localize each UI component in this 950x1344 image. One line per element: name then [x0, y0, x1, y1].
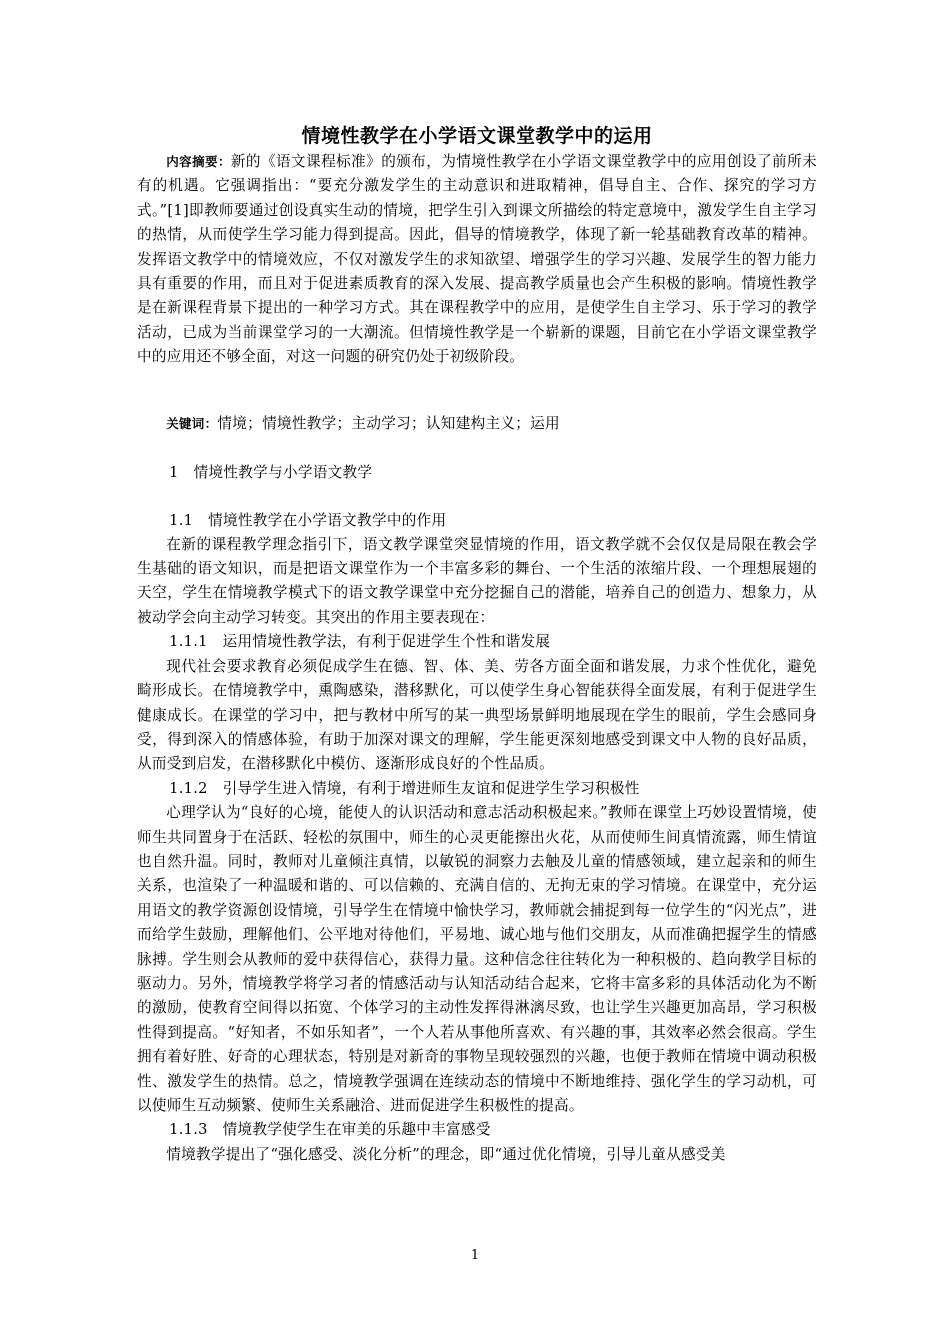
abstract-label: 内容摘要： [166, 154, 231, 169]
section-1-1-1-paragraph: 现代社会要求教育必须促成学生在德、智、体、美、劳各方面全面和谐发展，力求个性优化，避免畸形成长。在情境教学中，熏陶感染，潜移默化，可以使学生身心智能获得全面发展，有利于促进学生健康成长。在课堂的学习中，把与教材中所写的某一典型场景鲜明地展现在学生的眼前，学生会感同身受，得到深入的情感体验，有助于加深对课文的理解，学生能更深刻地感受到课文中人物的良好品质，从而受到启发，在潜移默化中模仿、逐渐形成良好的个性品质。 [137, 657, 817, 773]
section-1-1-2-heading: 1.1.2 引导学生进入情境，有利于增进师生友谊和促进学生学习积极性 [169, 779, 640, 797]
abstract-paragraph [137, 150, 817, 370]
section-1-1-3-heading: 1.1.3 情境教学使学生在审美的乐趣中丰富感受 [169, 1121, 491, 1139]
page-number: 1 [470, 1248, 480, 1263]
document-title: 情境性教学在小学语文课堂教学中的运用 [301, 125, 653, 147]
section-1-1-heading: 1.1 情境性教学在小学语文教学中的作用 [169, 511, 447, 529]
section-1-1-paragraph: 在新的课程教学理念指引下，语文教学课堂突显情境的作用，语文教学就不会仅仅是局限在教会学生基础的语文知识，而是把语文课堂作为一个丰富多彩的舞台、一个生活的浓缩片段、一个理想展翅的天空，学生在情境教学模式下的语文教学课堂中充分挖掘自己的潜能，培养自己的创造力、想象力，从被动学会向主动学习转变。其突出的作用主要表现在： [137, 535, 817, 626]
section-1-1-3-paragraph: 情境教学提出了“强化感受、淡化分析”的理念，即“通过优化情境，引导儿童从感受美 [166, 1145, 726, 1163]
keywords-label: 关键词： [166, 415, 218, 431]
section-1-heading: 1 情境性教学与小学语文教学 [169, 463, 373, 481]
section-1-1-2-paragraph: 心理学认为“良好的心境，能使人的认识活动和意志活动积极起来。”教师在课堂上巧妙设置情境，使师生共同置身于在活跃、轻松的氛围中，师生的心灵更能擦出火花，从而使师生间真情流露，师生情谊也自然升温。同时，教师对儿童倾注真情，以敏锐的洞察力去触及儿童的情感领域，建立起亲和的师生关系，也渲染了一种温暖和谐的、可以信赖的、充满自信的、无拘无束的学习情境。在课堂中，充分运用语文的教学资源创设情境，引导学生在情境中愉快学习，教师就会捕捉到每一位学生的“闪光点”，进而给学生鼓励，理解他们、公平地对待他们，平易地、诚心地与他们交朋友，从而准确把握学生的情感脉搏。学生则会从教师的爱中获得信心，获得力量。这种信念往往转化为一种积极的、趋向教学目标的驱动力。另外，情境教学将学习者的情感活动与认知活动结合起来，它将丰富多彩的具体活动化为不断的激励，使教育空间得以拓宽、个体学习的主动性发挥得淋漓尽致，也让学生兴趣更加高昂，学习积极性得到提高。“好知者，不如乐知者”，一个人若从事他所喜欢、有兴趣的事，其效率必然会很高。学生拥有着好胜、好奇的心理状态，特别是对新奇的事物呈现较强烈的兴趣，也便于教师在情境中调动积极性、激发学生的热情。总之，情境教学强调在连续动态的情境中不断地维持、强化学生的学习动机，可以使师生互动频繁、使师生关系融洽、进而促进学生积极性的提高。 [137, 804, 817, 1114]
section-1-1-1-heading: 1.1.1 运用情境性教学法，有利于促进学生个性和谐发展 [169, 633, 551, 651]
document-body [137, 122, 817, 1167]
abstract-text: 新的《语文课程标准》的颁布，为情境性教学在小学语文课堂教学中的应用创设了前所未有的机遇。它强调指出：“要充分激发学生的主动意识和进取精神，倡导自主、合作、探究的学习方式。”[1]即教师要通过创设真实生动的情境，把学生引入到课文所描绘的特定意境中，激发学生自主学习的热情，从而使学生学习能力得到提高。因此，倡导的情境教学，体现了新一轮基础教育改革的精神。发挥语文教学中的情境效应，不仅对激发学生的求知欲望、增强学生的学习兴趣、发展学生的智力能力具有重要的作用，而且对于促进素质教育的深入发展、提高教学质量也会产生积极的影响。情境性教学是在新课程背景下提出的一种学习方式。其在课程教学中的应用，是使学生自主学习、乐于学习的教学活动，已成为当前课堂学习的一大潮流。但情境性教学是一个崭新的课题，目前它在小学语文课堂教学中的应用还不够全面，对这一问题的研究仍处于初级阶段。 [137, 153, 817, 366]
keywords-text: 情境；情境性教学；主动学习；认知建构主义；运用 [217, 414, 560, 432]
keywords-line [137, 412, 817, 436]
